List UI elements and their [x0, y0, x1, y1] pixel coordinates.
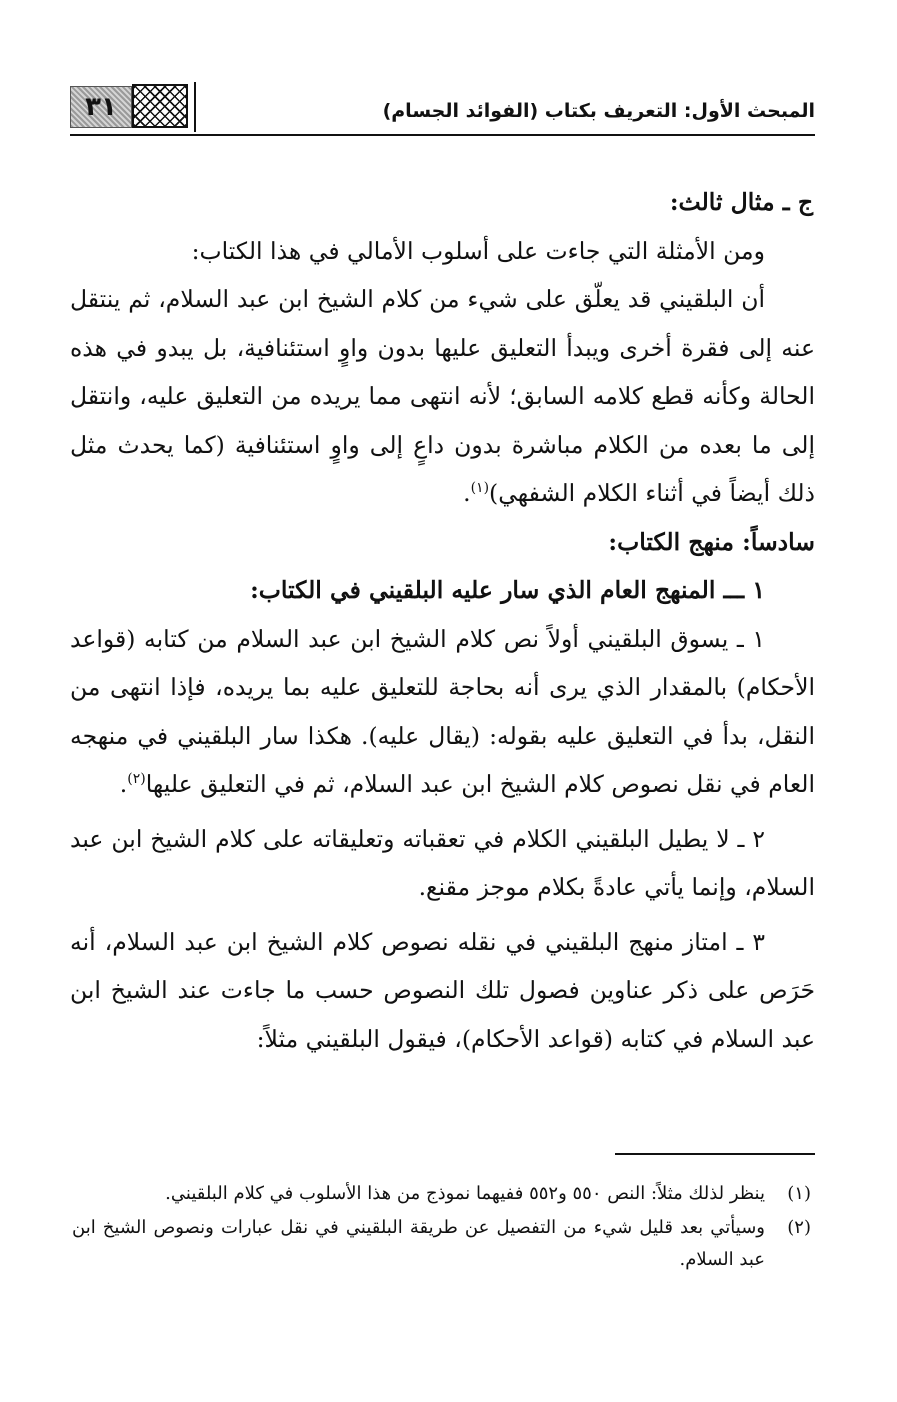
- footnote-number: (١): [787, 1183, 811, 1204]
- footnote-reference: (٢): [127, 771, 146, 788]
- method-point-1: [70, 615, 815, 809]
- page-number: ٣١: [70, 86, 132, 128]
- footnote-separator: [615, 1153, 815, 1155]
- paragraph-end: .: [119, 770, 128, 798]
- footnote-text: ينظر لذلك مثلاً: النص ٥٥٠ و٥٥٢ ففيهما نموذج من هذا الأسلوب في كلام البلقيني.: [165, 1183, 765, 1204]
- footnote: [72, 1178, 815, 1210]
- ornamental-square-icon: [132, 84, 188, 128]
- example-paragraph: [70, 275, 815, 518]
- section-heading: سادساً: منهج الكتاب:: [608, 527, 815, 556]
- method-point-1-text: ١ ـ يسوق البلقيني أولاً نص كلام الشيخ ابن عبد السلام من كتابه (قواعد الأحكام) بالمقدار الذي يرى أنه بحاجة للتعليق عليه بما يريده، فإذا انتهى من النقل، بدأ في التعليق عليه بقوله: (يقال عليه). هكذا سار البلقيني في منهجه العام في نقل نصوص كلام الشيخ ابن عبد السلام، ثم في التعليق عليها: [70, 624, 815, 798]
- example-paragraph-text: أن البلقيني قد يعلّق على شيء من كلام الشيخ ابن عبد السلام، ثم ينتقل عنه إلى فقرة أخرى ويبدأ التعليق عليها بدون واوٍ استئنافية، بل يبدو في هذه الحالة وكأنه قطع كلامه السابق؛ لأنه انتهى مما يريده من التعليق عليه، وانتقل إلى ما بعده من الكلام مباشرة بدون داعٍ إلى واوٍ استئنافية (كما يحدث مثل ذلك أيضاً في أثناء الكلام الشفهي): [70, 285, 815, 507]
- method-point-2: ٢ ـ لا يطيل البلقيني الكلام في تعقباته وتعليقاته على كلام الشيخ ابن عبد السلام، وإنما يأتي عادةً بكلام موجز مقنع.: [70, 824, 815, 901]
- paragraph-end: .: [463, 479, 471, 507]
- footnote-text: وسيأتي بعد قليل شيء من التفصيل عن طريقة البلقيني في نقل عبارات ونصوص الشيخ ابن عبد السلام.: [72, 1217, 765, 1270]
- subsection-heading: ١ ـــ المنهج العام الذي سار عليه البلقيني في الكتاب:: [250, 576, 765, 604]
- main-text: [70, 178, 815, 1063]
- footnote-reference: (١): [470, 480, 490, 497]
- footnotes: [72, 1178, 815, 1278]
- running-header: [70, 78, 815, 136]
- chapter-title: المبحث الأول: التعريف بكتاب (الفوائد الجسام): [382, 100, 815, 122]
- footnote-number: (٢): [787, 1217, 811, 1238]
- method-point-3: ٣ ـ امتاز منهج البلقيني في نقله نصوص كلام الشيخ ابن عبد السلام، أنه حَرَص على ذكر عناوين فصول تلك النصوص حسب ما جاءت عند الشيخ ابن عبد السلام في كتابه (قواعد الأحكام)، فيقول البلقيني مثلاً:: [70, 927, 815, 1053]
- footnote: [72, 1212, 815, 1276]
- example-heading: ج ـ مثال ثالث:: [669, 188, 813, 216]
- intro-paragraph: ومن الأمثلة التي جاءت على أسلوب الأمالي في هذا الكتاب:: [191, 236, 765, 265]
- header-divider: [194, 82, 196, 132]
